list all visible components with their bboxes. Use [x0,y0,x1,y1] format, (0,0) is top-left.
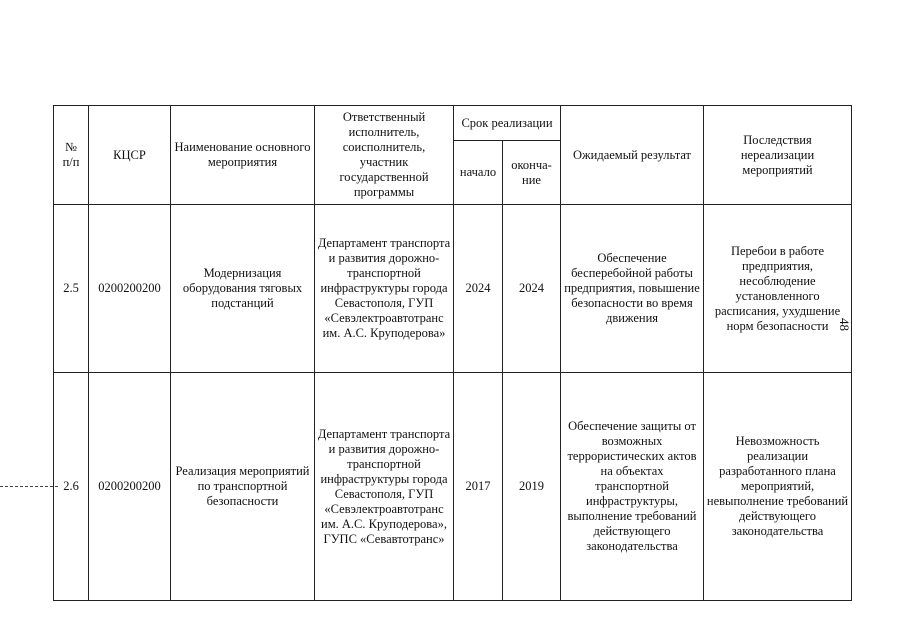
table-row [54,373,852,601]
header-start: начало [454,141,503,205]
table-row [54,205,852,373]
row-name: Модернизация оборудования тяговых подстанций [171,205,315,373]
header-num: № п/п [54,106,89,205]
row-responsible: Департамент транспорта и развития дорожно-транспортной инфраструктуры города Севастополя, ГУП «Севэлектроавтотранс им. А.С. Круподерова», ГУПС «Севавтотранс» [315,373,454,601]
row-start: 2017 [454,373,503,601]
header-expected: Ожидаемый результат [561,106,704,205]
row-num: 2.5 [54,205,89,373]
header-end: оконча- ние [503,141,561,205]
program-measures-table [53,105,852,601]
row-responsible: Департамент транспорта и развития дорожно-транспортной инфраструктуры города Севастополя, ГУП «Севэлектроавтотранс им. А.С. Круподерова» [315,205,454,373]
header-kcsr: КЦСР [89,106,171,205]
row-expected: Обеспечение защиты от возможных террористических актов на объектах транспортной инфраструктуры, выполнение требований действующего законодательства [561,373,704,601]
row-num: 2.6 [54,373,89,601]
margin-dash-line [0,486,58,487]
row-end: 2019 [503,373,561,601]
row-start: 2024 [454,205,503,373]
header-consequences: Последствия нереализации мероприятий [704,106,852,205]
row-expected: Обеспечение бесперебойной работы предприятия, повышение безопасности во время движения [561,205,704,373]
header-period: Срок реализации [454,106,561,141]
table-header-row [54,106,852,141]
header-name: Наименование основного мероприятия [171,106,315,205]
row-kcsr: 0200200200 [89,205,171,373]
row-end: 2024 [503,205,561,373]
row-kcsr: 0200200200 [89,373,171,601]
row-consequences: Перебои в работе предприятия, несоблюдение установленного расписания, ухудшение норм безопасности [704,205,852,373]
row-name: Реализация мероприятий по транспортной безопасности [171,373,315,601]
header-responsible: Ответственный исполнитель, соисполнитель, участник государственной программы [315,106,454,205]
page-number: 48 [837,318,852,331]
row-consequences: Невозможность реализации разработанного плана мероприятий, невыполнение требований действующего законодательства [704,373,852,601]
